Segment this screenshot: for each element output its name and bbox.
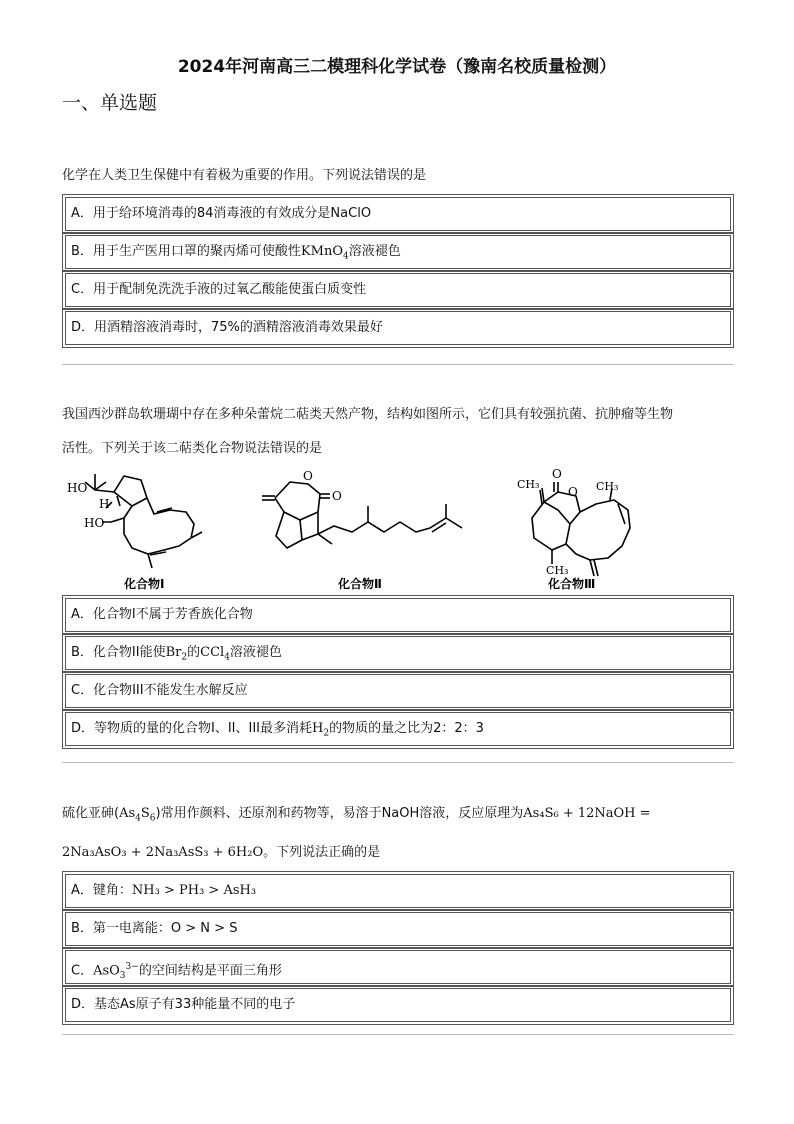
caption-compound-2: 化合物Ⅱ — [338, 577, 382, 591]
label-ho-1: HO — [67, 481, 88, 495]
structure-svg — [62, 466, 734, 594]
option-a[interactable]: A．化合物I不属于芳香族化合物 — [65, 598, 731, 632]
question-2 — [62, 398, 734, 746]
option-a[interactable]: A．用于给环境消毒的84消毒液的有效成分是NaClO — [65, 197, 731, 231]
label-ch3-c: CH₃ — [546, 564, 569, 577]
question-stem-line2: 2Na₃AsO₃ + 2Na₃AsS₃ + 6H₂O。下列说法正确的是 — [62, 844, 381, 860]
page-title: 2024年河南高三二模理科化学试卷（豫南名校质量检测） — [177, 57, 617, 77]
option-c[interactable]: C．化合物III不能发生水解反应 — [65, 674, 731, 708]
question-stem-line2: 活性。下列关于该二萜类化合物说法错误的是 — [62, 441, 323, 456]
question-stem-line1: 硫化亚砷$(As_4S_6)$常用作颜料、还原剂和药物等，易溶于NaOH溶液，反应原理为As₄S₆ + 12NaOH = — [62, 806, 651, 824]
caption-compound-3: 化合物Ⅲ — [548, 577, 596, 591]
option-d[interactable]: D．用酒精溶液消毒时，75%的酒精溶液消毒效果最好 — [65, 311, 731, 345]
label-o-ring: O — [303, 469, 313, 483]
question-1 — [62, 159, 734, 345]
label-o-top: O — [552, 467, 562, 481]
option-d[interactable]: D．等物质的量的化合物I、II、III最多消耗$H_2$的物质的量之比为2：2：3 — [65, 712, 731, 746]
section-heading: 一、单选题 — [62, 92, 158, 114]
question-stem-line1: 我国西沙群岛软珊瑚中存在多种朵蕾烷二萜类天然产物，结构如图所示，它们具有较强抗菌、抗肿瘤等生物 — [62, 407, 674, 422]
question-3 — [62, 797, 734, 1022]
compound-3-structure — [532, 482, 630, 576]
compound-2-structure — [262, 482, 462, 548]
structure-figure — [62, 466, 734, 594]
label-o-carbonyl: O — [332, 489, 342, 503]
option-c[interactable]: C．用于配制免洗洗手液的过氧乙酸能使蛋白质变性 — [65, 273, 731, 307]
label-ch3-b: CH₃ — [596, 480, 619, 493]
question-stem: 化学在人类卫生保健中有着极为重要的作用。下列说法错误的是 — [62, 168, 427, 183]
option-d[interactable]: D．基态As原子有33种能量不同的电子 — [65, 988, 731, 1022]
label-h: H — [99, 497, 110, 511]
option-b[interactable]: B．用于生产医用口罩的聚丙烯可使酸性KMnO$_4$溶液褪色 — [65, 235, 731, 269]
divider — [62, 1034, 734, 1035]
option-b[interactable]: B．第一电离能：O > N > S — [65, 912, 731, 946]
label-o-ring3: O — [568, 485, 578, 499]
caption-compound-1: 化合物Ⅰ — [124, 577, 165, 591]
label-ho-2: HO — [84, 516, 105, 530]
label-ch3-a: CH₃ — [517, 478, 540, 491]
option-c[interactable]: C．AsO$_3^{3-}$的空间结构是平面三角形 — [65, 950, 731, 984]
option-a[interactable]: A．键角：NH₃ > PH₃ > AsH₃ — [65, 874, 731, 908]
option-b[interactable]: B．化合物II能使$Br_2$的CCl$_4$溶液褪色 — [65, 636, 731, 670]
divider — [62, 762, 734, 763]
divider — [62, 364, 734, 365]
